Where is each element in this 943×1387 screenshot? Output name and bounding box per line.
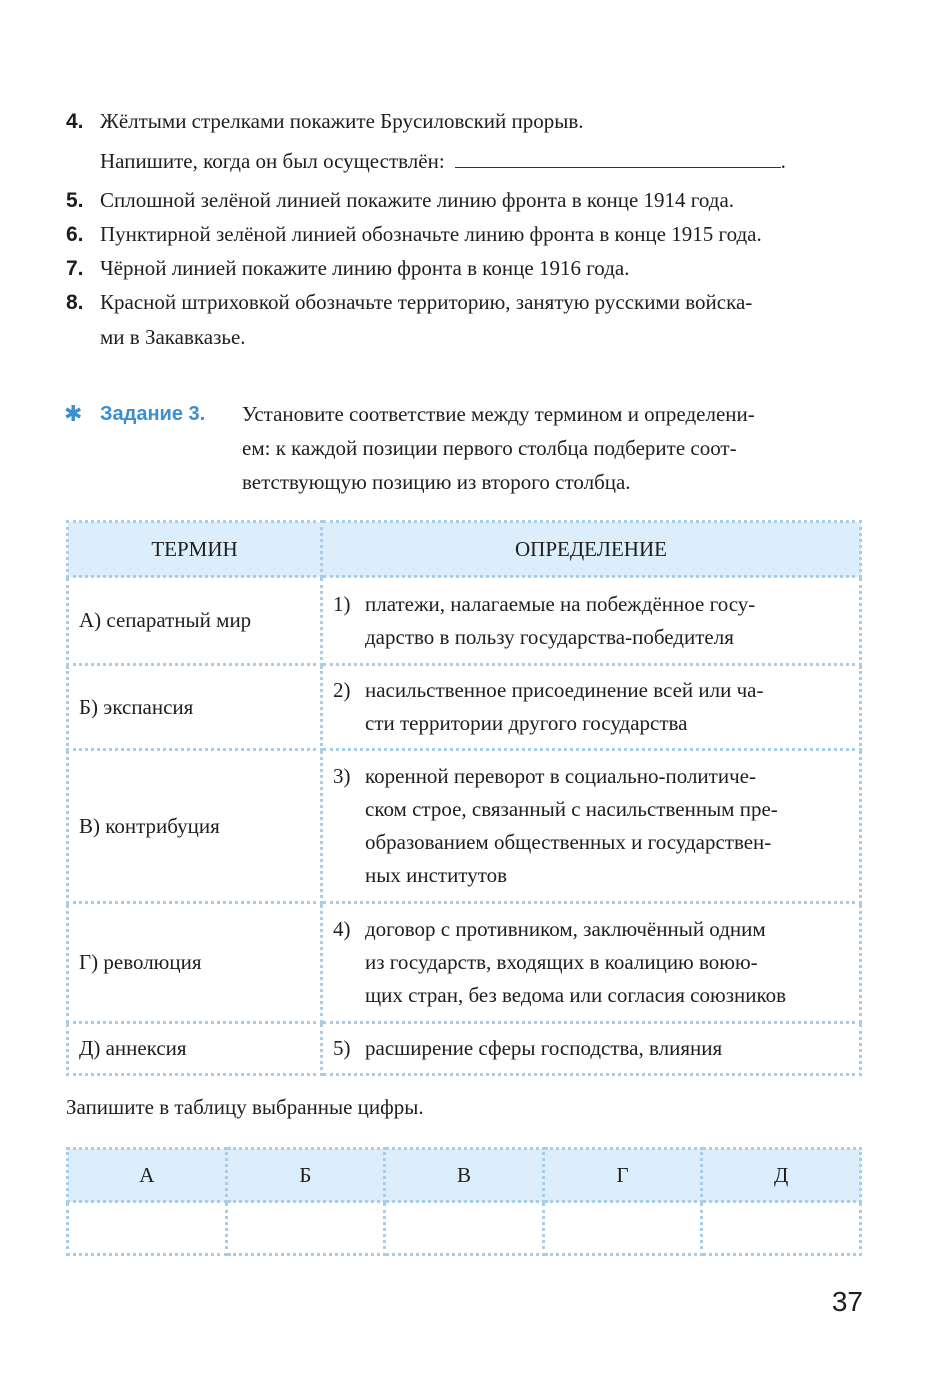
task-4-sub xyxy=(66,144,866,178)
definition-line: коренной переворот в социально-политиче- xyxy=(365,764,756,788)
term-cell: В) контрибуция xyxy=(68,750,322,903)
answer-header: А xyxy=(68,1149,227,1202)
table-row xyxy=(68,577,861,665)
definition-number: 4) xyxy=(333,917,351,941)
zadanie-line: Установите соответствие между термином и определени- xyxy=(242,402,755,426)
task-text: Жёлтыми стрелками покажите Брусиловский прорыв. xyxy=(100,109,584,133)
definition-line: ском строе, связанный с насильственным пре- xyxy=(365,797,778,821)
definition-line: платежи, налагаемые на побеждённое госу- xyxy=(365,591,756,616)
definition-number: 2) xyxy=(333,678,351,702)
definition-line: расширение сферы господства, влияния xyxy=(365,1036,723,1060)
answer-input-row xyxy=(68,1202,861,1255)
definition-line: ных институтов xyxy=(365,863,508,887)
answer-cell-v[interactable] xyxy=(385,1202,544,1255)
answer-blank[interactable] xyxy=(455,145,781,168)
table-row xyxy=(68,903,861,1023)
definition-text xyxy=(365,1032,847,1065)
period: . xyxy=(780,149,786,173)
page-number: 37 xyxy=(831,1286,863,1317)
definition-line: насильственное присоединение всей или ча- xyxy=(365,678,764,702)
definition-text xyxy=(365,913,847,1012)
answer-header-row xyxy=(68,1149,861,1202)
answer-header: Г xyxy=(543,1149,702,1202)
answer-cell-a[interactable] xyxy=(68,1202,227,1255)
task-number: 8. xyxy=(66,291,84,314)
matching-table xyxy=(66,520,862,1076)
term-cell: Д) аннексия xyxy=(68,1023,322,1075)
answer-header: Д xyxy=(702,1149,861,1202)
zadanie-line: ем: к каждой позиции первого столбца подберите соот- xyxy=(242,436,737,460)
definition-text xyxy=(365,760,847,892)
star-icon: ✱ xyxy=(64,401,83,426)
answer-table xyxy=(66,1147,862,1256)
task-4 xyxy=(66,104,866,139)
task-7 xyxy=(66,251,866,286)
definition-cell xyxy=(322,577,861,665)
term-cell: Б) экспансия xyxy=(68,665,322,750)
zadanie-text xyxy=(242,397,862,499)
answer-cell-g[interactable] xyxy=(543,1202,702,1255)
task-text: Красной штриховкой обозначьте территорию, занятую русскими войска- xyxy=(100,290,753,314)
task-5 xyxy=(66,183,866,218)
table-header-row xyxy=(68,522,861,577)
definition-line: щих стран, без ведома или согласия союзников xyxy=(365,983,787,1007)
term-cell: А) сепаратный мир xyxy=(68,577,322,665)
task-6 xyxy=(66,217,866,252)
definition-line: дарство в пользу государства-победителя xyxy=(365,624,734,649)
answer-cell-b[interactable] xyxy=(226,1202,385,1255)
task-8 xyxy=(66,285,866,354)
task-number: 5. xyxy=(66,189,84,212)
answer-header: В xyxy=(385,1149,544,1202)
task-number: 7. xyxy=(66,257,84,280)
task-number: 4. xyxy=(66,110,84,133)
table-row xyxy=(68,750,861,903)
header-definition: ОПРЕДЕЛЕНИЕ xyxy=(322,522,861,577)
definition-cell xyxy=(322,750,861,903)
definition-text xyxy=(365,674,847,740)
task-subtext: Напишите, когда он был осуществлён: xyxy=(100,149,445,173)
definition-number: 1) xyxy=(333,591,351,616)
task-text: Чёрной линией покажите линию фронта в конце 1916 года. xyxy=(100,256,630,280)
definition-cell xyxy=(322,665,861,750)
definition-line: из государств, входящих в коалицию воюю- xyxy=(365,950,758,974)
definition-number: 3) xyxy=(333,764,351,788)
instruction-note: Запишите в таблицу выбранные цифры. xyxy=(66,1095,424,1119)
answer-cell-d[interactable] xyxy=(702,1202,861,1255)
zadanie-label: Задание 3. xyxy=(100,403,206,425)
definition-line: сти территории другого государства xyxy=(365,711,688,735)
definition-text xyxy=(365,588,847,654)
task-text-cont: ми в Закавказье. xyxy=(100,325,246,349)
task-number: 6. xyxy=(66,223,84,246)
answer-header: Б xyxy=(226,1149,385,1202)
definition-cell xyxy=(322,903,861,1023)
table-row xyxy=(68,1023,861,1075)
term-cell: Г) революция xyxy=(68,903,322,1023)
definition-cell xyxy=(322,1023,861,1075)
definition-line: образованием общественных и государствен- xyxy=(365,830,772,854)
task-text: Сплошной зелёной линией покажите линию фронта в конце 1914 года. xyxy=(100,188,735,212)
header-term: ТЕРМИН xyxy=(68,522,322,577)
table-row xyxy=(68,665,861,750)
definition-line: договор с противником, заключённый одним xyxy=(365,917,766,941)
task-text: Пунктирной зелёной линией обозначьте линию фронта в конце 1915 года. xyxy=(100,222,762,246)
definition-number: 5) xyxy=(333,1036,351,1060)
zadanie-line: ветствующую позицию из второго столбца. xyxy=(242,470,631,494)
